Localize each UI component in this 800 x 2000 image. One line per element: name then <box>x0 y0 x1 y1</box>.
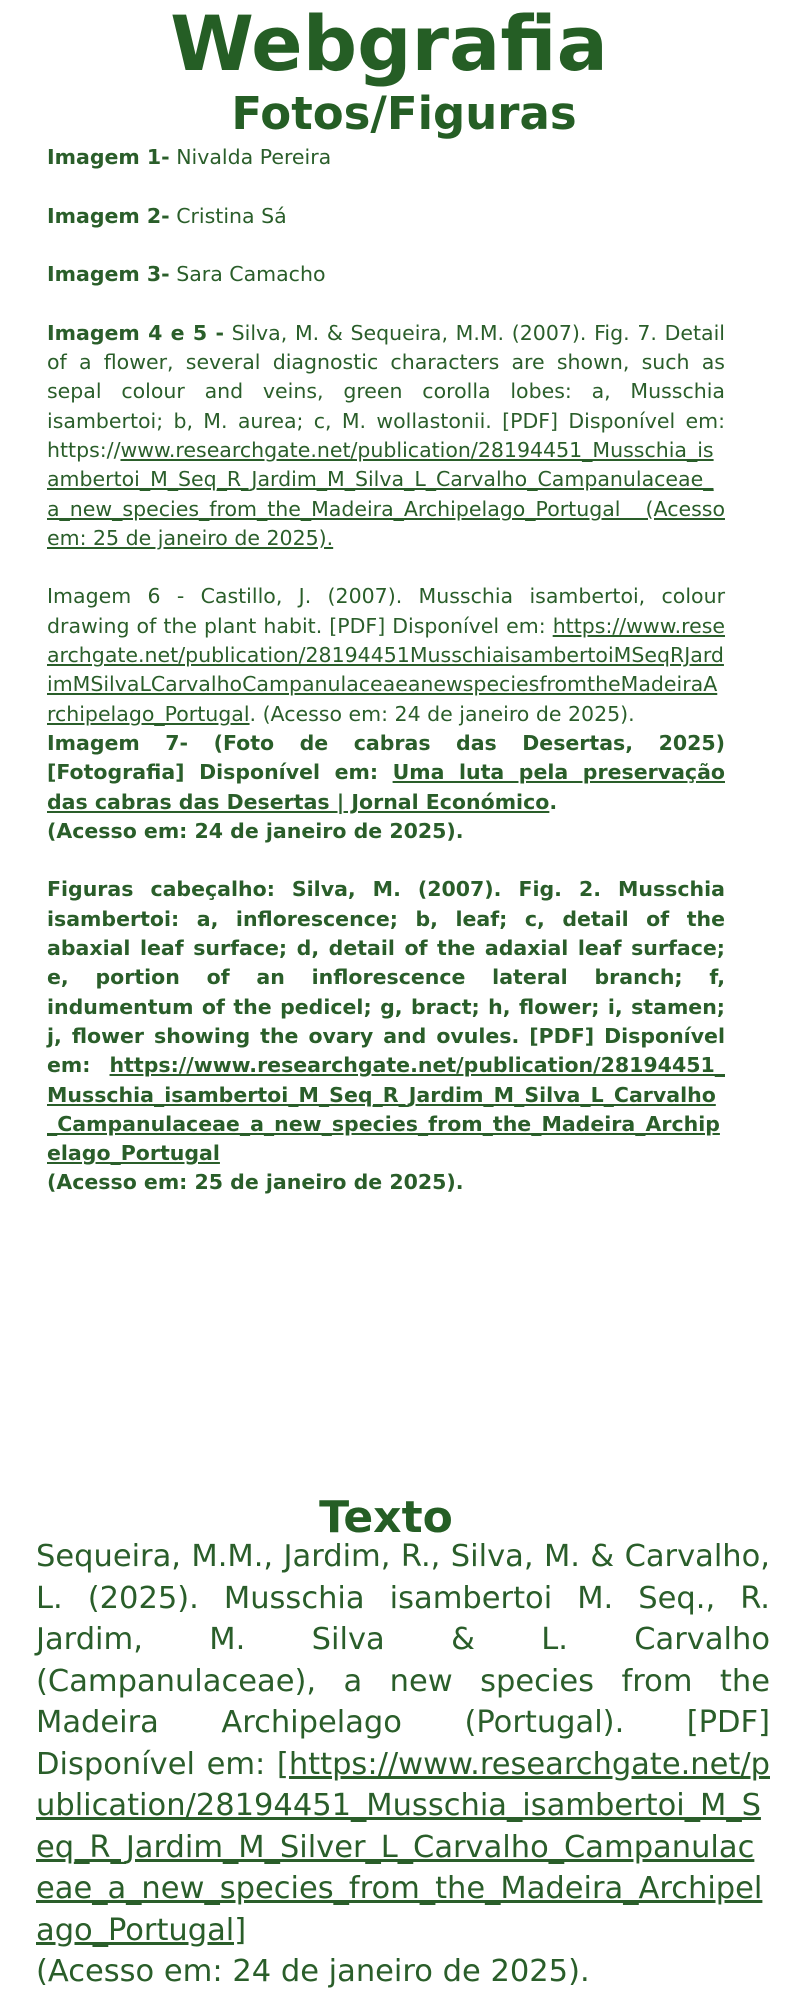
credit-access: (Acesso em: 24 de janeiro de 2025). <box>47 818 464 843</box>
section-heading-text: Texto <box>319 1492 453 1543</box>
credit-header-figures <box>47 875 725 1197</box>
photo-credits <box>47 143 725 1198</box>
credit-text: Silva, M. & Sequeira, M.M. (2007). Fig. 7. Detail of a flower, several diagnostic characters are shown, such as sepal colour and veins, green corolla lobes: a, Musschia isambertoi; b, M. aurea; c, M. wollastonii. [PDF] Disponível em: https:// <box>47 320 725 462</box>
credit-text: Imagem 7- (Foto de cabras das Desertas, 2025) [Fotografia] Disponível em: <box>47 730 725 785</box>
section-heading-photos: Fotos/Figuras <box>231 87 577 140</box>
credit-image-3 <box>47 260 725 289</box>
credit-link[interactable]: www.researchgate.net/publication/28194451_Musschia_isambertoi_M_Seq_R_Jardim_M_Silva_L_Carvalho_Campanulaceae_a_new_species_from_the_Madeira_Archipelago_Portugal (Acesso em: 25 de janeiro de 2025). <box>47 437 725 550</box>
credit-text: Nivalda Pereira <box>169 145 332 169</box>
credit-text: Figuras cabeçalho: Silva, M. (2007). Fig. 2. Musschia isambertoi: a, inflorescence; b, leaf; c, detail of the abaxial leaf surface; d, detail of the adaxial leaf surface; e, portion of an inflorescence lateral branch; f, indumentum of the pedicel; g, bract; h, flower; i, stamen; j, flower showing the ovary and ovules. [PDF] Disponível em: <box>47 877 725 1078</box>
credit-label: Imagem 2- <box>47 203 170 228</box>
credit-label: Imagem 1- <box>47 145 170 169</box>
credit-text: Imagem 6 - Castillo, J. (2007). Musschia isambertoi, colour drawing of the plant habit. [PDF] Disponível em: <box>47 584 725 638</box>
credit-text: Sara Camacho <box>169 262 326 287</box>
credit-punctuation: . <box>549 789 558 814</box>
credit-access: . (Acesso em: 24 de janeiro de 2025). <box>249 701 635 726</box>
page-title: Webgrafia <box>170 0 608 88</box>
reference-link[interactable]: [https://www.researchgate.net/publication/28194451_Musschia_isambertoi_M_Seq_R_Jardim_M_Silver_L_Carvalho_Campanulaceae_a_new_species_from_the_Madeira_Archipelago_Portugal] <box>36 1746 770 1948</box>
credit-access: (Acesso em: 25 de janeiro de 2025). <box>47 1170 464 1195</box>
credit-image-2 <box>47 202 725 231</box>
credit-image-4-5 <box>47 319 725 553</box>
text-reference <box>36 1536 770 1993</box>
reference-text: Sequeira, M.M., Jardim, R., Silva, M. & Carvalho, L. (2025). Musschia isambertoi M. Seq., R. Jardim, M. Silva & L. Carvalho (Campanulaceae), a new species from the Madeira Archipelago (Portugal). [PDF] Disponível em: <box>36 1539 770 1782</box>
reference-access: (Acesso em: 24 de janeiro de 2025). <box>36 1954 590 1989</box>
credit-link[interactable]: https://www.researchgate.net/publication/28194451MusschiaisambertoiMSeqRJardimMSilvaLCarvalhoCampanulaceaeanewspeciesfromtheMadeiraArchipelago_Portugal <box>47 613 725 726</box>
credit-link[interactable]: Uma luta pela preservação das cabras das Desertas | Jornal Económico <box>47 760 725 814</box>
credit-image-1 <box>47 143 725 172</box>
credit-image-6 <box>47 582 725 728</box>
credit-image-7 <box>47 729 725 846</box>
credit-link[interactable]: https://www.researchgate.net/publication/28194451_Musschia_isambertoi_M_Seq_R_Jardim_M_Silva_L_Carvalho_Campanulaceae_a_new_species_from_the_Madeira_Archipelago_Portugal <box>47 1053 725 1166</box>
credit-label: Imagem 3- <box>47 262 170 287</box>
credit-text: Cristina Sá <box>169 203 287 228</box>
credit-label: Imagem 4 e 5 - <box>47 320 224 345</box>
